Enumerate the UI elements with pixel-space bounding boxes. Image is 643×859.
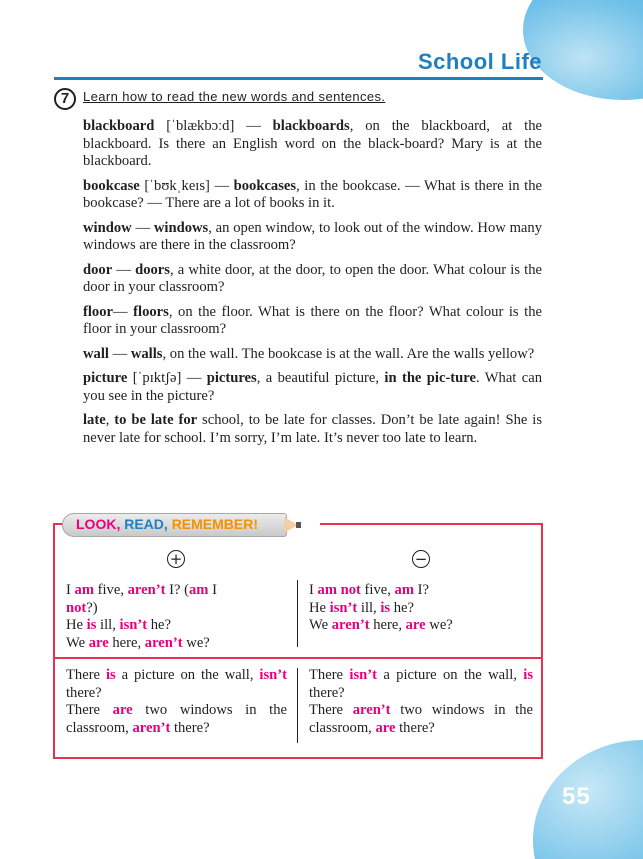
vocab-entry-window: window — windows, an open window, to look out of the window. How many windows are there in the classroom? xyxy=(83,219,542,253)
column-divider-top xyxy=(297,580,298,647)
vocab-entry-bookcase: bookcase [ˈbʊkˌkeɪs] — bookcases, in the bookcase. — What is there in the bookcase? — There are a lot of books in it. xyxy=(83,177,542,211)
grammar-box-row-divider xyxy=(53,657,543,659)
exercise-number: 7 xyxy=(54,88,76,110)
grammar-cell-positive-there: There is a picture on the wall, isn’t there? There are two windows in the classroom, aren’t there? xyxy=(66,667,287,736)
plus-icon: + xyxy=(167,550,185,568)
banner-text: LOOK, READ, REMEMBER! xyxy=(76,516,259,532)
column-divider-bottom xyxy=(297,668,298,743)
vocab-entry-picture: picture [ˈpɪktʃə] — pictures, a beautiful picture, in the pic-ture. What can you see in the picture? xyxy=(83,370,542,404)
vocabulary-list xyxy=(83,118,542,454)
vocab-entry-wall: wall — walls, on the wall. The bookcase is at the wall. Are the walls yellow? xyxy=(83,345,535,362)
page-number: 55 xyxy=(562,783,591,810)
exercise-instruction: Learn how to read the new words and sentences. xyxy=(83,89,386,104)
vocab-entry-blackboard: blackboard [ˈblækbɔːd] — blackboards, on the blackboard, at the blackboard. Is there an English word on the black-board? Mary is at the blackboard. xyxy=(83,118,542,169)
grammar-cell-negative-be: I am not five, am I? He isn’t ill, is he? We aren’t here, are we? xyxy=(309,582,453,633)
grammar-cell-negative-there: There isn’t a picture on the wall, is there? There aren’t two windows in the classroom, are there? xyxy=(309,667,533,736)
minus-icon: − xyxy=(412,550,430,568)
header-divider xyxy=(54,77,543,80)
grammar-box-top-border-right xyxy=(320,523,543,525)
vocab-entry-door: door — doors, a white door, at the door, to open the door. What colour is the door in your classroom? xyxy=(83,261,542,295)
grammar-cell-positive-be: I am five, aren’t I? (am I not?) He is ill, isn’t he? We are here, aren’t we? xyxy=(66,582,217,651)
section-title: School Life xyxy=(417,49,542,74)
vocab-entry-late: late, to be late for school, to be late for classes. Don’t be late again! She is never late for school. I’m sorry, I’m late. It’s never too late to learn. xyxy=(83,412,543,446)
pencil-lead xyxy=(296,522,301,528)
look-read-remember-banner xyxy=(62,513,302,537)
vocab-entry-floor: floor— floors, on the floor. What is there on the floor? What colour is the floor in your classroom? xyxy=(83,303,542,337)
